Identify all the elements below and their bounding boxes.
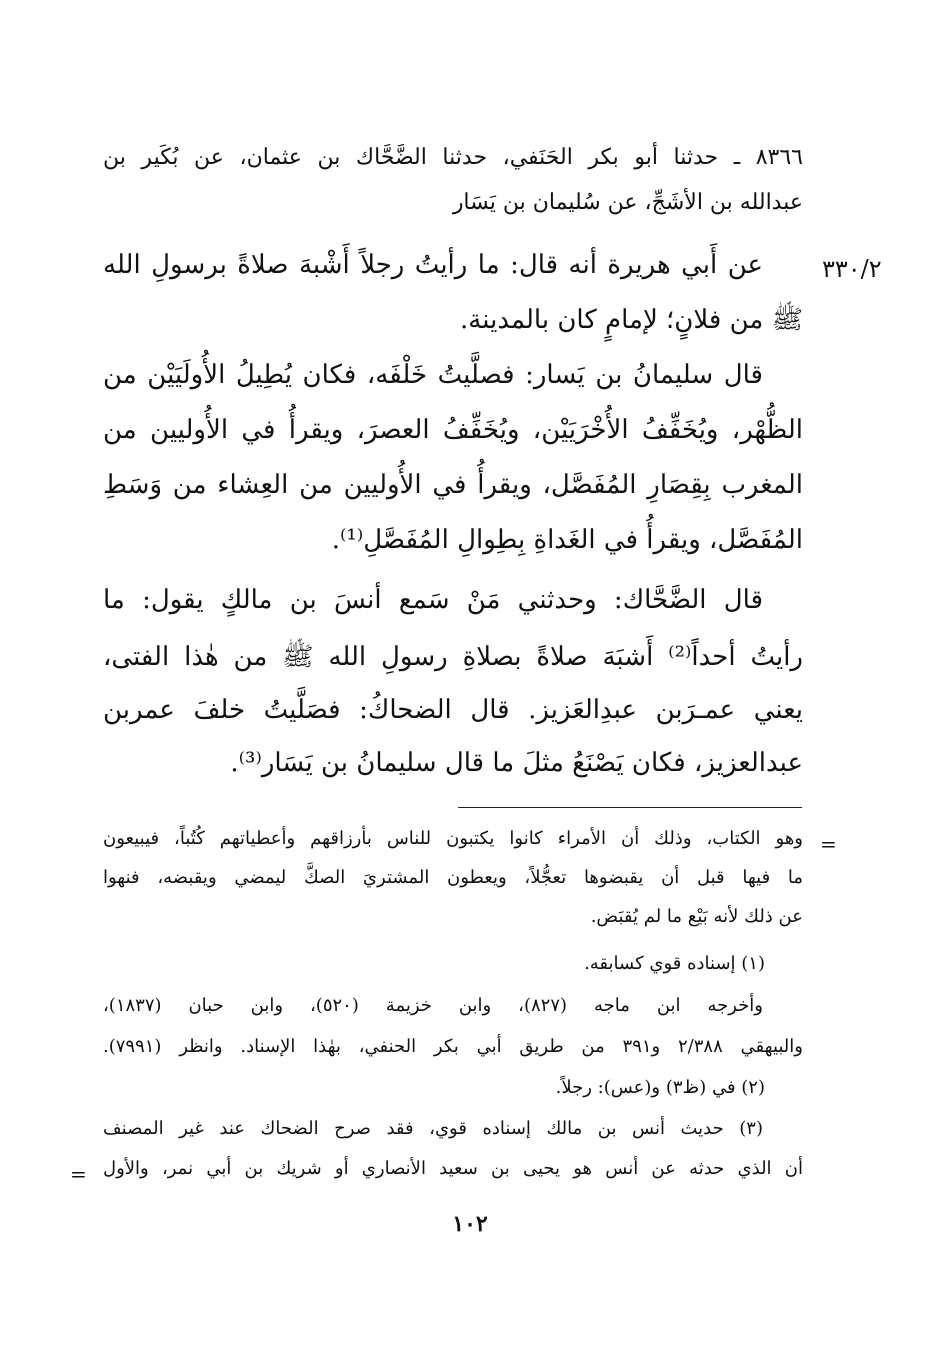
- hadith-text-line: قال الضَّحَّاك: وحدثني مَنْ سَمع أنسَ بن مالكٍ يقول: ما: [103, 585, 763, 615]
- hadith-text-line: قال سليمانُ بن يَسار: فصلَّيتُ خَلْفَه، فكان يُطِيلُ الأُولَيَيْن من: [103, 360, 763, 390]
- isnad-line-1: ٨٣٦٦ ـ حدثنا أبو بكر الحَنَفي، حدثنا الضَّحَّاك بن عثمان، عن بُكَير بن: [103, 145, 803, 170]
- footnote-line: عن ذلك لأنه بَيْع ما لم يُقبَض.: [590, 906, 803, 927]
- footnote-2: (٢) في (ظ٣) و(عس): رجلاً.: [555, 1077, 765, 1098]
- hadith-text-line: عبدالعزيز، فكان يَصْنَعُ مثلَ ما قال سليمانُ بن يَسَار⁽³⁾.: [230, 748, 803, 778]
- hadith-text-line: عن أَبي هريرة أنه قال: ما رأيتُ رجلاً أَشْبهَ صلاةً برسولِ الله: [103, 250, 763, 280]
- footnote-line: ما فيها قبل أن يقبضوها تعجُّلاً، ويعطون المشتريَ الصكَّ ليمضي ويقبضه، فنهوا: [103, 867, 803, 888]
- page-number: ١٠٢: [452, 1211, 488, 1237]
- footnote-separator: [458, 807, 802, 808]
- hadith-text-line: يعني عمـرَبن عبدِالعَزيز. قال الضحاكُ: فصَلَّيتُ خلفَ عمربن: [103, 695, 803, 725]
- footnote-3: (٣) حديث أنس بن مالك إسناده قوي، فقد صرح الضحاك عند غير المصنف: [103, 1118, 763, 1139]
- continuation-marker-bottom: =: [70, 1162, 87, 1186]
- hadith-text-line: المُفَصَّل، ويقرأُ في الغَداةِ بِطِوالِ المُفَصَّلِ⁽¹⁾.: [331, 525, 803, 555]
- hadith-text-line: ﷺ من فلانٍ؛ لإمامٍ كان بالمدينة.: [460, 305, 803, 335]
- hadith-text-line: رأيتُ أحداً⁽²⁾ أَشبَهَ صلاةً بصلاةِ رسولِ الله ﷺ من هٰذا الفتى،: [103, 642, 803, 672]
- margin-reference: ٣٣٠/٢: [822, 255, 882, 283]
- footnote-line: أن الذي حدثه عن أنس هو يحيى بن سعيد الأنصاري أو شريك بن أبي نمر، والأول: [103, 1158, 803, 1179]
- hadith-text-line: المغرب بِقِصَارِ المُفَصَّل، ويقرأُ في الأُوليين من العِشاء من وَسَطِ: [103, 470, 803, 500]
- continuation-marker-top: =: [820, 832, 837, 856]
- hadith-text-line: الظُّهْر، ويُخَفِّفُ الأُخْرَيَيْن، ويُخَفِّفُ العصرَ، ويقرأُ في الأُوليين من: [103, 415, 803, 445]
- footnote-1: (١) إسناده قوي كسابقه.: [584, 953, 765, 974]
- isnad-line-2: عبدالله بن الأشَجِّ، عن سُليمان بن يَسَار: [452, 190, 803, 215]
- footnote-line: وأخرجه ابن ماجه (٨٢٧)، وابن خزيمة (٥٢٠)، وابن حبان (١٨٣٧)،: [103, 995, 763, 1016]
- footnote-line: وهو الكتاب، وذلك أن الأمراء كانوا يكتبون للناس بأرزاقهم وأعطياتهم كُتُباً، فيبيعون: [103, 828, 803, 849]
- footnote-line: والبيهقي ٢/٣٨٨ و٣٩١ من طريق أبي بكر الحنفي، بهٰذا الإسناد. وانظر (٧٩٩١).: [103, 1036, 803, 1057]
